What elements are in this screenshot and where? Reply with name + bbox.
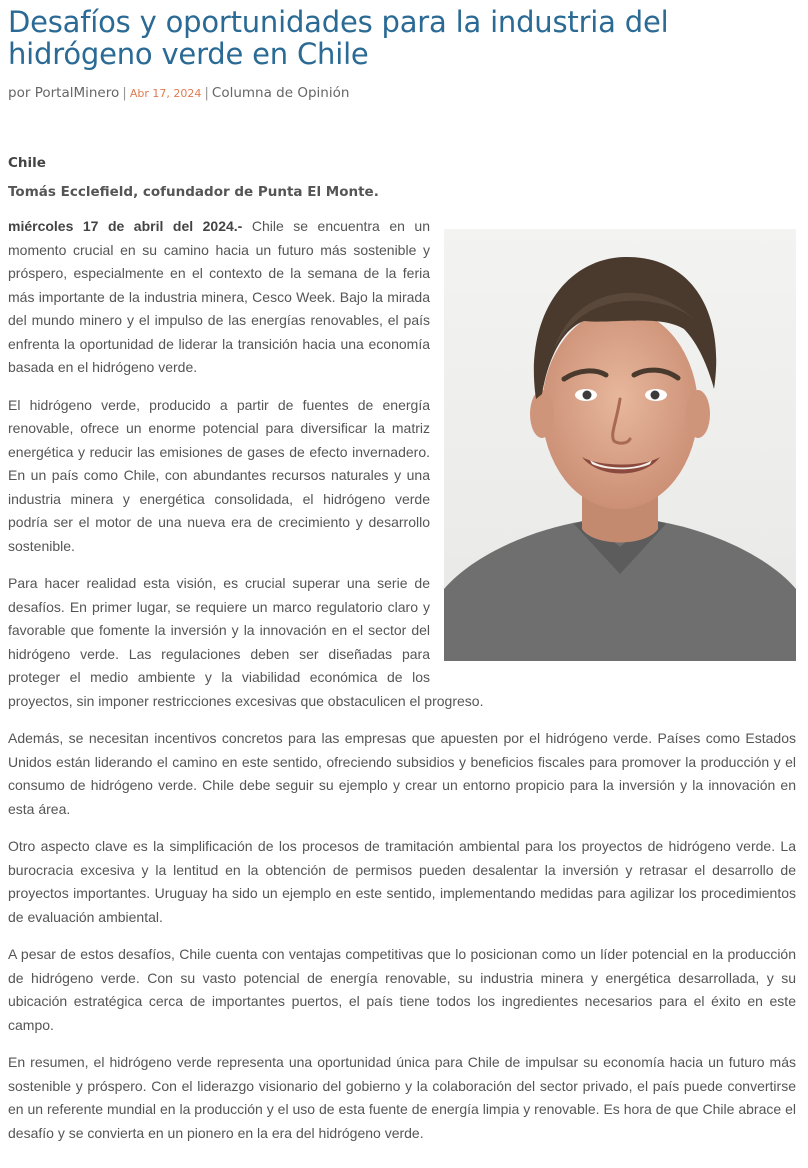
meta-separator: | — [204, 85, 209, 101]
article-kicker: Chile — [8, 155, 46, 171]
author-link[interactable]: PortalMinero — [34, 85, 120, 101]
article-paragraph: En resumen, el hidrógeno verde representa una oportunidad única para Chile de impulsar su economía hacia un futuro más sostenible y próspero. Con el liderazgo visionario del gobierno y la colaboración del sector privado, el país puede convertirse en un referente mundial en la producción y el uso de esta fuente de energía limpia y renovable. Es hora de que Chile abrace el desafío y se convierta en un pionero en la era del hidrógeno verde. — [8, 1054, 796, 1141]
category-link[interactable]: Columna de Opinión — [211, 85, 350, 101]
article-meta — [8, 83, 796, 103]
article-body — [8, 215, 796, 1145]
article-paragraph: A pesar de estos desafíos, Chile cuenta con ventajas competitivas que lo posicionan como un líder potencial en la producción de hidrógeno verde. Con su vasto potencial de energía renovable, su industria minera y energética desarrollada, y su ubicación estratégica cerca de importantes puertos, el país tiene todos los ingredientes necesarios para el éxito en este campo. — [8, 946, 796, 1033]
article-byline: Tomás Ecclefield, cofundador de Punta El Monte. — [8, 184, 379, 200]
author-photo — [444, 229, 796, 661]
article-paragraph: Además, se necesitan incentivos concretos para las empresas que apuesten por el hidrógeno verde. Países como Estados Unidos están liderando el camino en este sentido, ofreciendo subsidios y beneficios fiscales para promover la producción y el consumo de hidrógeno verde. Chile debe seguir su ejemplo y crear un entorno propicio para la inversión y la innovación en esta área. — [8, 730, 796, 817]
article-title: Desafíos y oportunidades para la industria del hidrógeno verde en Chile — [8, 5, 669, 71]
paragraph-text: Chile se encuentra en un momento crucial en su camino hacia un futuro más sostenible y próspero, especialmente en el contexto de la semana de la feria más importante de la industria minera, Cesco Week. Bajo la mirada del mundo minero y el impulso de las energías renovables, el país enfrenta la oportunidad de liderar la transición hacia una economía basada en el hidrógeno verde. — [8, 218, 430, 375]
article-lead: miércoles 17 de abril del 2024.- — [8, 218, 243, 234]
meta-separator: | — [122, 85, 127, 101]
article — [8, 6, 796, 1145]
publish-date: Abr 17, 2024 — [129, 87, 202, 100]
article-paragraph: Para hacer realidad esta visión, es crucial superar una serie de desafíos. En primer lugar, se requiere un marco regulatorio claro y favorable que fomente la inversión y la innovación en el sector del hidrógeno verde. Las regulaciones deben ser diseñadas para proteger el medio ambiente y la viabilidad económica de los proyectos, sin imponer restricciones excesivas que obstaculicen el progreso. — [8, 575, 484, 709]
article-paragraph: El hidrógeno verde, producido a partir de fuentes de energía renovable, ofrece un enorme potencial para diversificar la matriz energética y reducir las emisiones de gases de efecto invernadero. En un país como Chile, con abundantes recursos naturales y una industria minera y energética consolidada, el hidrógeno verde podría ser el motor de una nueva era de crecimiento y desarrollo sostenible. — [8, 396, 430, 554]
author-prefix: por — [8, 85, 31, 101]
article-paragraph: Otro aspecto clave es la simplificación de los procesos de tramitación ambiental para los proyectos de hidrógeno verde. La burocracia excesiva y la lentitud en la obtención de permisos pueden desalentar la inversión y retrasar el desarrollo de proyectos importantes. Uruguay ha sido un ejemplo en este sentido, implementando medidas para agilizar los procedimientos de evaluación ambiental. — [8, 838, 796, 925]
